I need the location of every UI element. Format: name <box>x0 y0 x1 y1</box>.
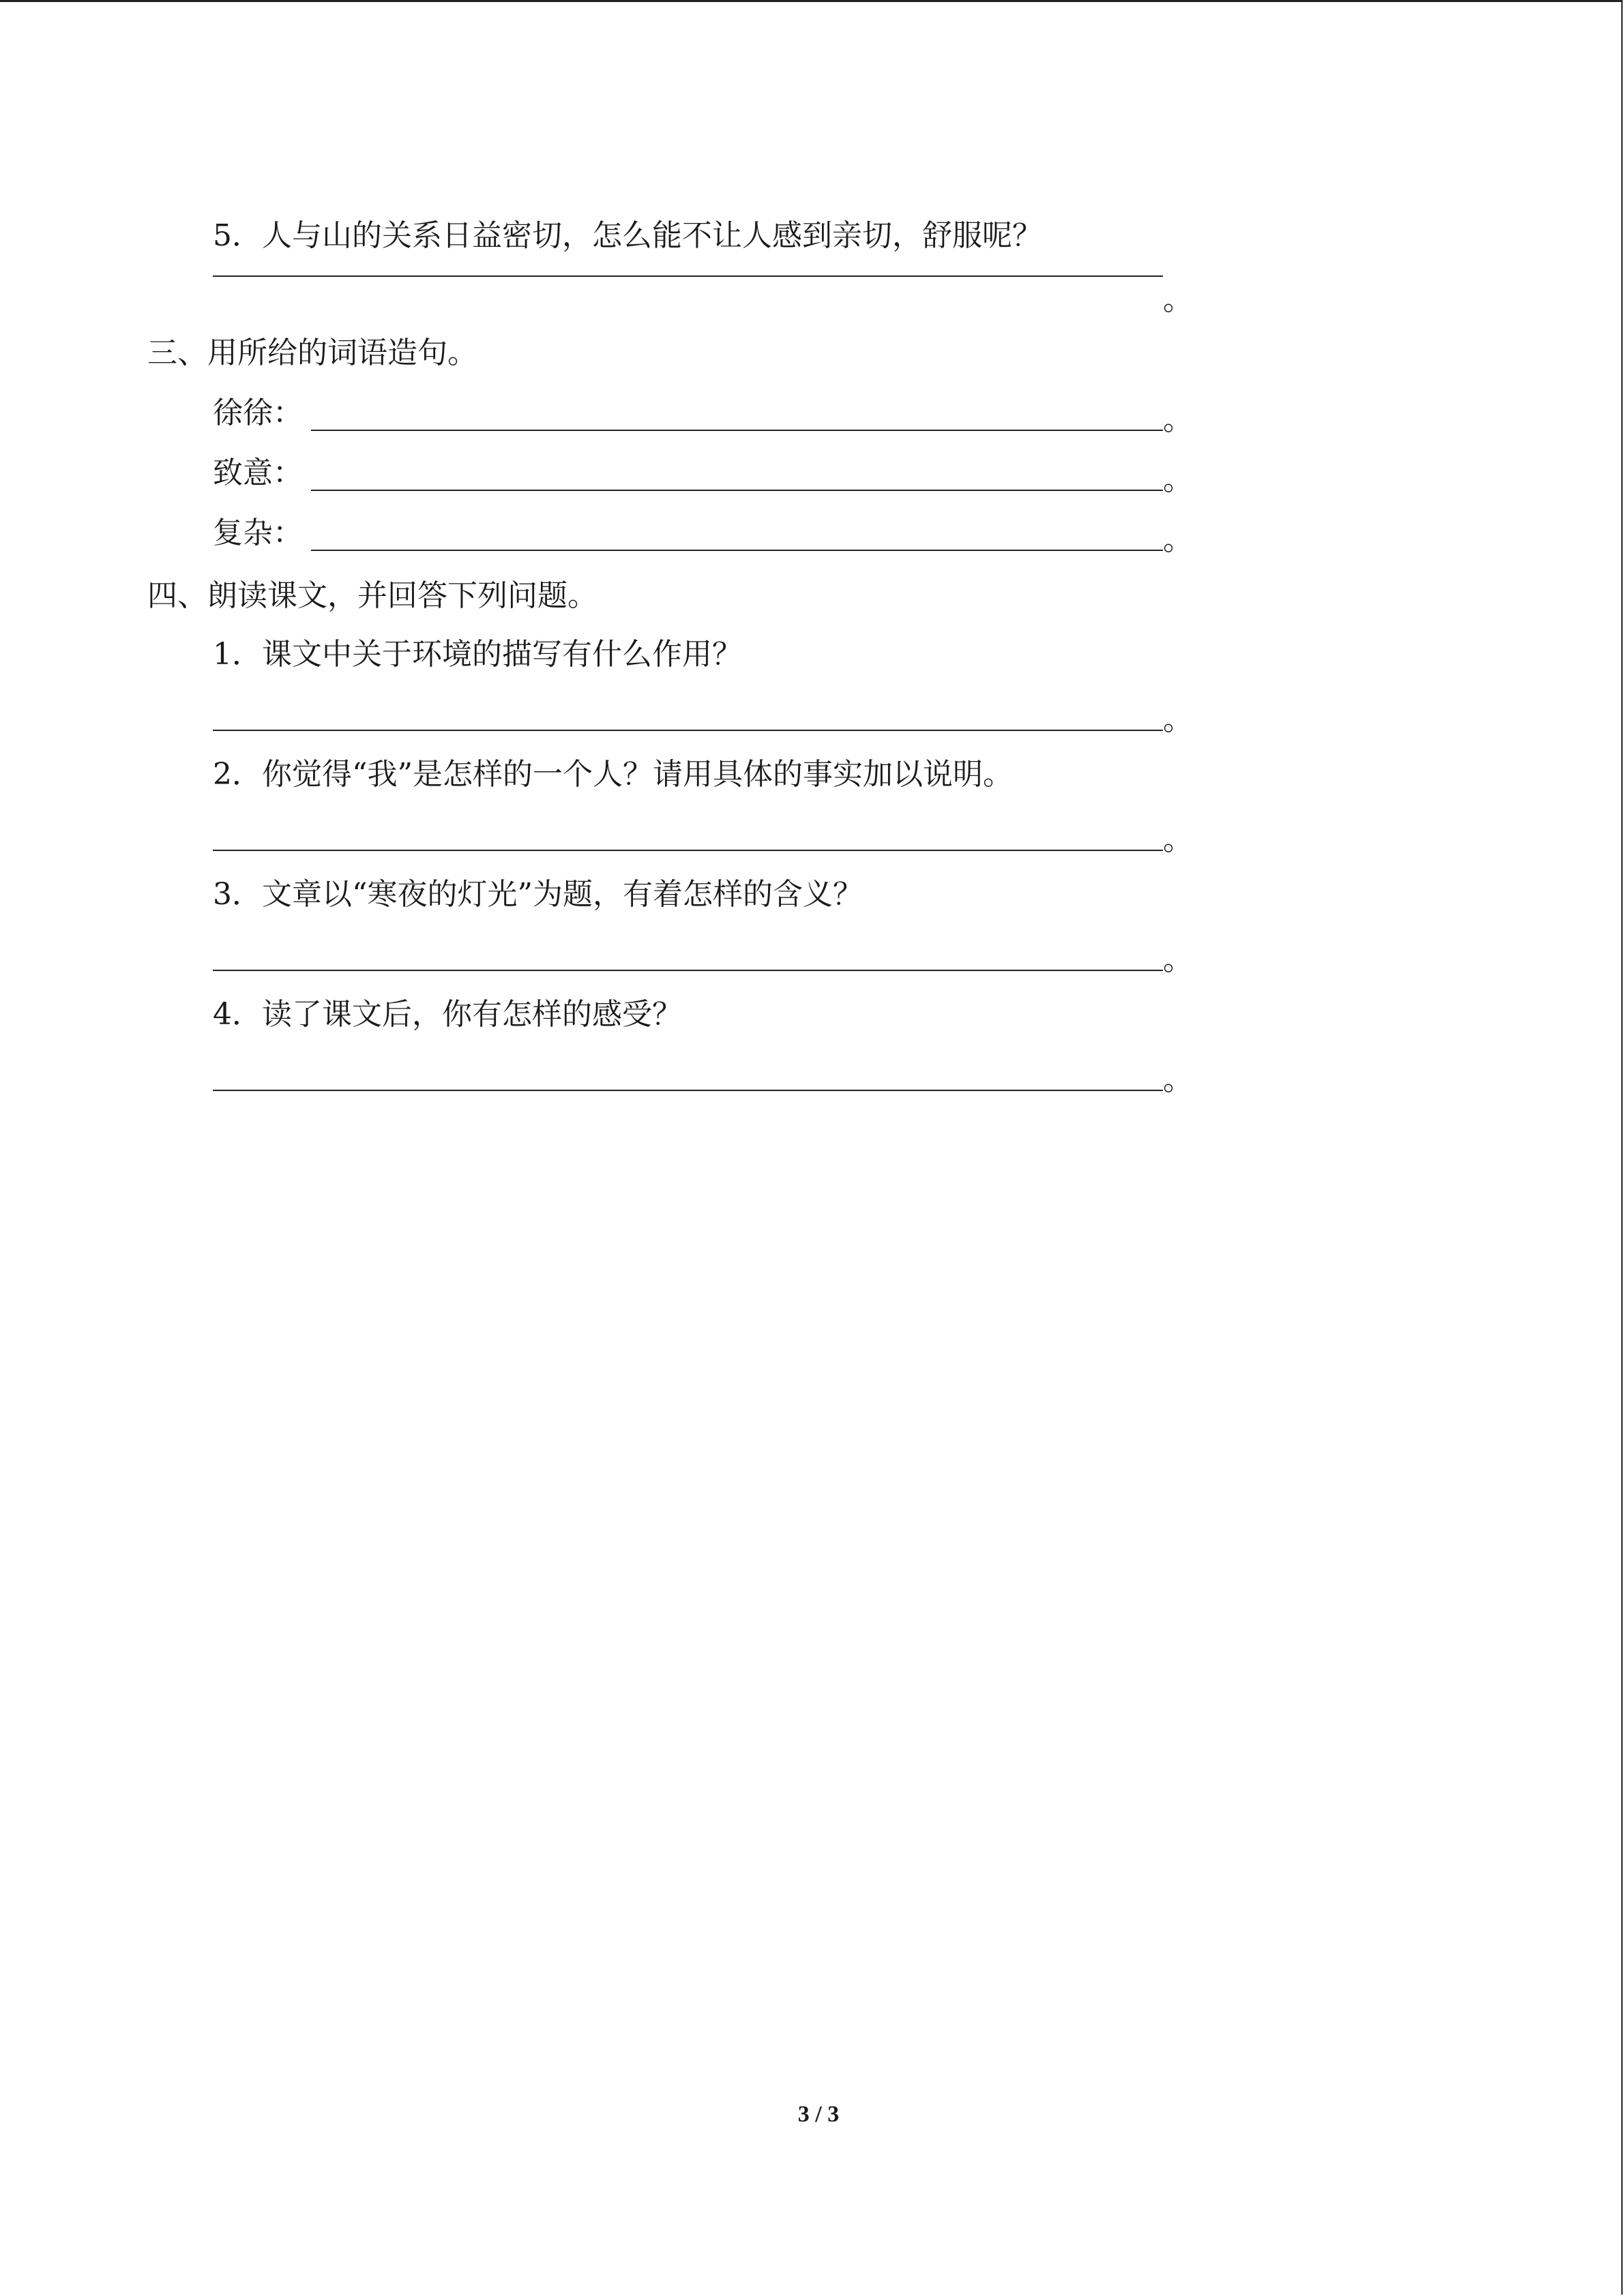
word-label-zhiyi: 致意： <box>213 456 303 490</box>
word-label-fuza: 复杂： <box>213 516 303 550</box>
word-end-mark-xuxu: 。 <box>1163 402 1193 437</box>
page-number: 3 / 3 <box>797 2102 840 2127</box>
question-5-answer-line[interactable] <box>213 275 1163 277</box>
section-4-heading: 四、朗读课文，并回答下列问题。 <box>147 578 597 613</box>
word-answer-line-xuxu[interactable] <box>311 430 1163 431</box>
question-1-end-mark: 。 <box>1163 702 1193 737</box>
word-label-xuxu: 徐徐： <box>213 396 303 430</box>
question-2-end-mark: 。 <box>1163 822 1193 857</box>
question-5-end-mark: 。 <box>1163 282 1193 317</box>
question-5-text: 5．人与山的关系日益密切，怎么能不让人感到亲切，舒服呢？ <box>213 218 1042 253</box>
question-4-answer-line[interactable] <box>213 1090 1163 1091</box>
word-end-mark-zhiyi: 。 <box>1163 462 1193 497</box>
question-1-answer-line[interactable] <box>213 730 1163 731</box>
question-2-text: 2．你觉得“我”是怎样的一个人？请用具体的事实加以说明。 <box>213 757 1013 792</box>
question-3-end-mark: 。 <box>1163 942 1193 977</box>
section-3-heading: 三、用所给的词语造句。 <box>147 336 477 370</box>
word-end-mark-fuza: 。 <box>1163 522 1193 557</box>
question-1-text: 1．课文中关于环境的描写有什么作用？ <box>213 637 742 672</box>
question-3-text: 3．文章以“寒夜的灯光”为题，有着怎样的含义？ <box>213 877 863 912</box>
question-2-answer-line[interactable] <box>213 850 1163 851</box>
word-answer-line-zhiyi[interactable] <box>311 490 1163 491</box>
question-3-answer-line[interactable] <box>213 970 1163 971</box>
word-answer-line-fuza[interactable] <box>311 550 1163 551</box>
question-4-end-mark: 。 <box>1163 1062 1193 1097</box>
question-4-text: 4．读了课文后，你有怎样的感受？ <box>213 997 682 1032</box>
